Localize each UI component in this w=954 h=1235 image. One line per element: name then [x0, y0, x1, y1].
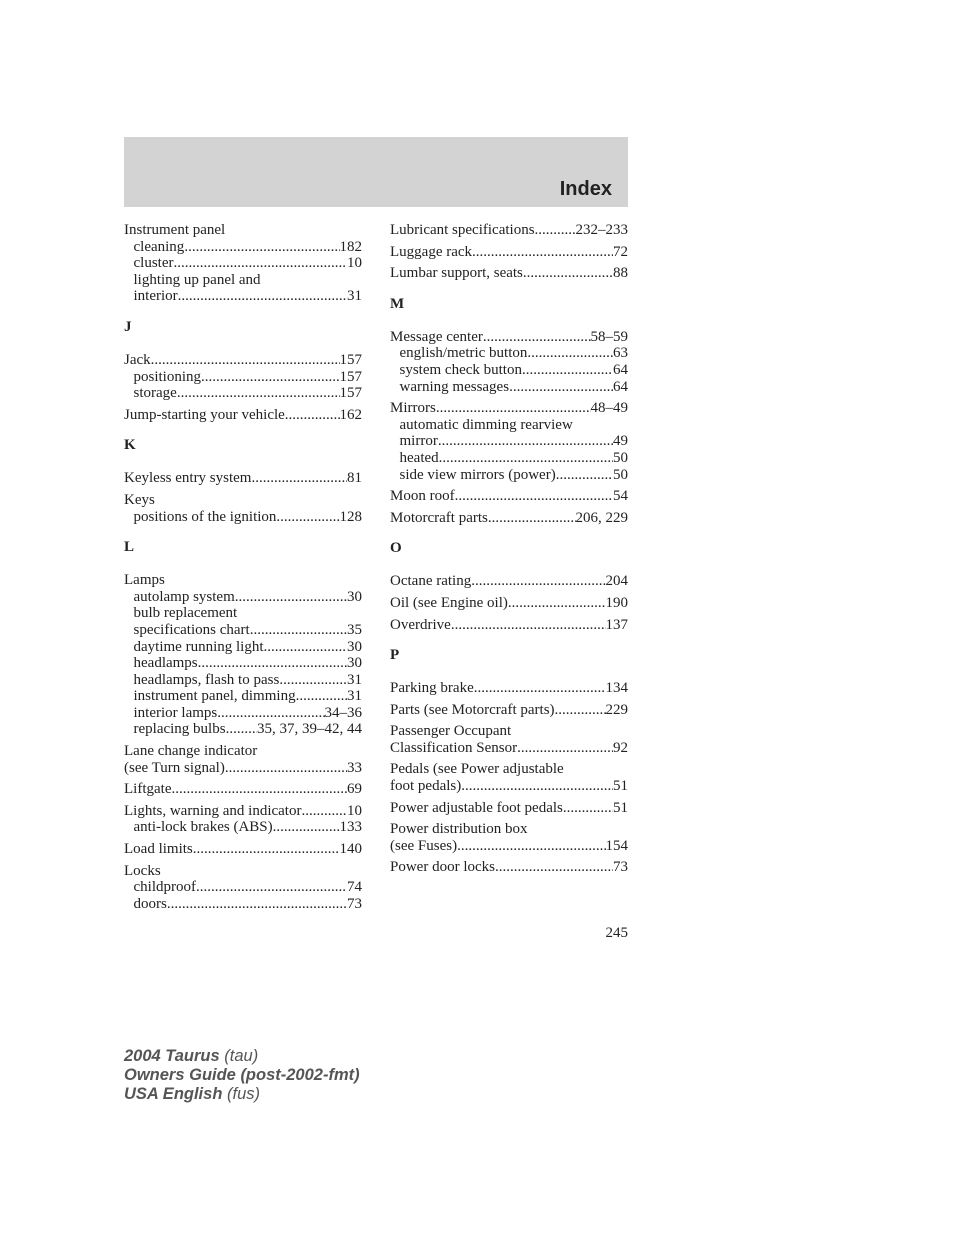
index-entry — [390, 800, 628, 817]
entry-page-ref: 157 — [339, 351, 362, 368]
entry-label: mirror — [399, 433, 438, 450]
index-subentry-line — [124, 879, 362, 896]
entry-label: Lubricant specifications — [390, 222, 535, 238]
entry-label: system check button — [399, 361, 522, 378]
entry-label: Pedals (see Power adjustable — [390, 761, 564, 778]
dot-leader — [198, 655, 347, 672]
page-number: 245 — [605, 925, 628, 941]
dot-leader — [471, 573, 605, 590]
index-letter-heading: O — [390, 540, 402, 557]
index-entry-line — [390, 595, 628, 612]
index-entry-line — [390, 244, 628, 261]
entry-label: replacing bulbs — [133, 721, 226, 738]
dot-leader — [517, 740, 613, 757]
entry-page-ref: 182 — [339, 238, 362, 255]
entry-label: autolamp system — [133, 588, 235, 605]
index-letter-heading: L — [124, 539, 135, 556]
entry-label: specifications chart — [133, 621, 250, 638]
index-entry-line — [390, 821, 628, 838]
entry-label: Motorcraft parts — [390, 509, 488, 526]
entry-label: Octane rating — [390, 573, 472, 590]
index-subentry-line — [124, 705, 362, 722]
dot-leader — [438, 433, 613, 450]
entry-page-ref: 10 — [347, 802, 362, 819]
entry-page-ref: 140 — [339, 841, 362, 858]
entry-label: storage — [133, 385, 177, 402]
entry-label: Keyless entry system — [124, 470, 252, 487]
dot-leader — [527, 345, 613, 362]
entry-page-ref: 31 — [347, 671, 362, 688]
index-subentry-line — [124, 369, 362, 386]
entry-label: headlamps — [133, 655, 198, 672]
index-entry-line — [390, 488, 628, 505]
entry-label: Passenger Occupant — [390, 723, 512, 740]
entry-page-ref: 229 — [605, 701, 628, 718]
entry-page-ref: 51 — [613, 778, 628, 795]
entry-label: Lamps — [124, 572, 165, 589]
index-entry-line — [124, 572, 362, 589]
index-entry — [390, 573, 628, 590]
entry-label: automatic dimming rearview — [399, 416, 573, 433]
entry-label: cleaning — [133, 238, 185, 255]
index-subentry-line — [390, 467, 628, 484]
index-entry-line — [124, 222, 362, 239]
index-entry-line — [124, 863, 362, 880]
index-entry — [124, 470, 362, 487]
index-entry-line — [124, 760, 362, 777]
index-subentry-line — [124, 655, 362, 672]
index-subentry-line — [124, 688, 362, 705]
dot-leader — [461, 778, 613, 795]
index-entry-line — [390, 510, 628, 527]
entry-page-ref: 157 — [339, 385, 362, 402]
entry-page-ref: 73 — [613, 859, 628, 876]
entry-page-ref: 31 — [347, 288, 362, 305]
entry-label: Parking brake — [390, 680, 474, 697]
page-title: Index — [559, 178, 612, 200]
index-entry-line — [390, 702, 628, 719]
entry-page-ref: 34–36 — [324, 704, 362, 721]
entry-page-ref: 206, 229 — [575, 509, 628, 526]
index-subentry-line — [124, 239, 362, 256]
entry-label: Liftgate — [124, 781, 172, 798]
index-subentry-line — [124, 622, 362, 639]
index-subentry-line — [390, 450, 628, 467]
dot-leader — [250, 622, 347, 639]
footer-line-3 — [124, 1085, 360, 1104]
index-entry — [390, 222, 628, 239]
index-subentry-line — [124, 589, 362, 606]
footer-language-code: (fus) — [227, 1085, 260, 1103]
entry-label: interior lamps — [133, 704, 218, 721]
index-entry-line — [390, 680, 628, 697]
footer-language: USA English — [124, 1085, 223, 1103]
index-entry-line — [124, 841, 362, 858]
index-entry-line — [390, 838, 628, 855]
dot-leader — [167, 896, 347, 913]
entry-page-ref: 31 — [347, 688, 362, 705]
entry-page-ref: 128 — [339, 508, 362, 525]
index-subentry-line — [124, 819, 362, 836]
entry-label: Lights, warning and indicator — [124, 802, 302, 819]
entry-page-ref: 92 — [613, 739, 628, 756]
entry-page-ref: 73 — [347, 895, 362, 912]
index-subentry-line — [124, 605, 362, 622]
dot-leader — [173, 255, 347, 272]
entry-label: Moon roof — [390, 488, 455, 505]
entry-label: lighting up panel and — [133, 271, 261, 288]
entry-page-ref: 134 — [605, 680, 628, 697]
entry-label: Mirrors — [390, 400, 436, 417]
index-entry — [390, 400, 628, 483]
index-entry-line — [124, 781, 362, 798]
index-entry — [390, 702, 628, 719]
index-entry — [390, 723, 628, 756]
entry-label: cluster — [133, 255, 174, 272]
index-entry — [390, 265, 628, 282]
dot-leader — [177, 385, 340, 402]
dot-leader — [495, 859, 613, 876]
entry-page-ref: 64 — [613, 378, 628, 395]
dot-leader — [151, 352, 340, 369]
dot-leader — [171, 781, 347, 798]
index-entry — [124, 743, 362, 776]
entry-page-ref: 81 — [347, 470, 362, 487]
index-entry — [124, 572, 362, 738]
footer-model-code: (tau) — [224, 1047, 259, 1065]
dot-leader — [508, 595, 606, 612]
footer-guide: Owners Guide (post-2002-fmt) — [124, 1066, 360, 1084]
entry-label: instrument panel, dimming — [133, 688, 296, 705]
entry-label: heated — [399, 449, 439, 466]
index-entry — [390, 510, 628, 527]
index-entry — [390, 617, 628, 634]
entry-label: anti-lock brakes (ABS) — [133, 819, 273, 836]
entry-label: Jack — [124, 351, 151, 368]
entry-label: (see Turn signal) — [124, 759, 225, 776]
index-entry — [390, 680, 628, 697]
index-subentry-line — [390, 417, 628, 434]
dot-leader — [276, 509, 339, 526]
entry-label: english/metric button — [399, 345, 528, 362]
entry-label: Load limits — [124, 841, 193, 858]
entry-page-ref: 51 — [613, 799, 628, 816]
entry-page-ref: 154 — [605, 837, 628, 854]
index-column-left — [124, 222, 362, 917]
entry-page-ref: 137 — [605, 616, 628, 633]
entry-label: childproof — [133, 879, 196, 896]
entry-page-ref: 72 — [613, 243, 628, 260]
dot-leader — [439, 450, 613, 467]
index-subentry-line — [124, 255, 362, 272]
entry-label: side view mirrors (power) — [399, 466, 556, 483]
entry-label: Lumbar support, seats — [390, 265, 523, 282]
entry-label: doors — [133, 895, 167, 912]
index-entry-line — [390, 222, 628, 239]
index-entry — [124, 407, 362, 424]
index-entry — [390, 488, 628, 505]
dot-leader — [201, 369, 339, 386]
index-subentry-line — [124, 509, 362, 526]
dot-leader — [273, 819, 340, 836]
entry-page-ref: 88 — [613, 265, 628, 282]
entry-page-ref: 190 — [605, 594, 628, 611]
index-entry-line — [124, 470, 362, 487]
entry-page-ref: 69 — [347, 781, 362, 798]
entry-label: Instrument panel — [124, 222, 226, 238]
footer-line-2 — [124, 1066, 360, 1085]
entry-page-ref: 157 — [339, 368, 362, 385]
dot-leader — [474, 680, 606, 697]
entry-page-ref: 58–59 — [590, 328, 628, 345]
entry-label: bulb replacement — [133, 605, 238, 622]
entry-page-ref: 35 — [347, 621, 362, 638]
index-letter-heading: J — [124, 318, 132, 335]
dot-leader — [451, 617, 606, 634]
index-entry-line — [390, 859, 628, 876]
index-letter-heading: P — [390, 647, 400, 664]
entry-label: Parts (see Motorcraft parts) — [390, 701, 555, 718]
entry-label: Keys — [124, 491, 155, 508]
entry-label: Message center — [390, 328, 483, 345]
index-subentry-line — [390, 433, 628, 450]
dot-leader — [457, 838, 605, 855]
dot-leader — [509, 379, 613, 396]
dot-leader — [178, 288, 347, 305]
dot-leader — [196, 879, 347, 896]
index-entry-line — [124, 492, 362, 509]
dot-leader — [523, 265, 613, 282]
index-column-right — [390, 222, 628, 881]
entry-label: warning messages — [399, 378, 510, 395]
entry-page-ref: 50 — [613, 466, 628, 483]
entry-page-ref: 64 — [613, 361, 628, 378]
dot-leader — [226, 721, 257, 738]
index-entry-line — [124, 352, 362, 369]
entry-label: Locks — [124, 862, 161, 879]
entry-page-ref: 35, 37, 39–42, 44 — [257, 721, 362, 738]
entry-page-ref: 232–233 — [575, 222, 628, 238]
index-subentry-line — [390, 362, 628, 379]
dot-leader — [263, 639, 347, 656]
entry-page-ref: 30 — [347, 638, 362, 655]
dot-leader — [296, 688, 347, 705]
index-entry-line — [390, 800, 628, 817]
dot-leader — [455, 488, 613, 505]
entry-label: interior — [133, 288, 178, 305]
entry-label: Power adjustable foot pedals — [390, 799, 563, 816]
entry-label: Oil (see Engine oil) — [390, 594, 508, 611]
entry-page-ref: 162 — [339, 406, 362, 423]
dot-leader — [555, 702, 606, 719]
entry-label: Classification Sensor — [390, 739, 518, 756]
index-entry-line — [390, 573, 628, 590]
dot-leader — [301, 803, 347, 820]
dot-leader — [522, 362, 613, 379]
index-entry-line — [390, 761, 628, 778]
index-entry — [390, 821, 628, 854]
dot-leader — [556, 467, 613, 484]
entry-label: Overdrive — [390, 616, 451, 633]
dot-leader — [535, 222, 576, 239]
entry-page-ref: 133 — [339, 819, 362, 836]
entry-page-ref: 30 — [347, 588, 362, 605]
dot-leader — [279, 672, 347, 689]
dot-leader — [483, 329, 591, 346]
index-letter-heading: K — [124, 437, 136, 454]
index-entry-line — [390, 265, 628, 282]
index-subentry-line — [390, 345, 628, 362]
index-entry-line — [390, 778, 628, 795]
index-entry — [390, 595, 628, 612]
dot-leader — [184, 239, 339, 256]
index-entry — [124, 492, 362, 525]
index-entry — [390, 244, 628, 261]
dot-leader — [251, 470, 347, 487]
index-subentry-line — [124, 672, 362, 689]
index-entry — [390, 859, 628, 876]
entry-page-ref: 204 — [605, 573, 628, 590]
index-entry — [124, 841, 362, 858]
dot-leader — [488, 510, 576, 527]
index-entry — [124, 222, 362, 305]
entry-label: Jump-starting your vehicle — [124, 406, 285, 423]
index-entry — [124, 803, 362, 836]
index-entry-line — [390, 329, 628, 346]
entry-page-ref: 30 — [347, 655, 362, 672]
entry-page-ref: 50 — [613, 449, 628, 466]
footer-model: 2004 Taurus — [124, 1047, 220, 1065]
index-entry — [124, 352, 362, 402]
dot-leader — [285, 407, 340, 424]
entry-page-ref: 74 — [347, 879, 362, 896]
index-entry-line — [124, 407, 362, 424]
index-entry-line — [390, 400, 628, 417]
entry-label: positioning — [133, 368, 202, 385]
dot-leader — [193, 841, 340, 858]
document-footer — [124, 1047, 360, 1104]
entry-label: Luggage rack — [390, 243, 473, 260]
entry-page-ref: 49 — [613, 433, 628, 450]
entry-page-ref: 63 — [613, 345, 628, 362]
entry-label: Power distribution box — [390, 821, 528, 838]
dot-leader — [436, 400, 591, 417]
index-subentry-line — [124, 639, 362, 656]
entry-label: foot pedals) — [390, 778, 462, 795]
index-subentry-line — [124, 721, 362, 738]
entry-label: headlamps, flash to pass — [133, 671, 280, 688]
index-entry-line — [390, 740, 628, 757]
dot-leader — [472, 244, 613, 261]
index-letter-heading: M — [390, 295, 405, 312]
index-subentry-line — [124, 272, 362, 289]
index-entry-line — [390, 723, 628, 740]
dot-leader — [563, 800, 613, 817]
dot-leader — [217, 705, 324, 722]
entry-page-ref: 54 — [613, 488, 628, 505]
entry-label: positions of the ignition — [133, 508, 277, 525]
index-entry — [124, 863, 362, 913]
index-entry-line — [390, 617, 628, 634]
header-band — [124, 137, 628, 207]
footer-line-1 — [124, 1047, 360, 1066]
dot-leader — [235, 589, 347, 606]
entry-page-ref: 10 — [347, 255, 362, 272]
entry-label: (see Fuses) — [390, 837, 458, 854]
dot-leader — [225, 760, 347, 777]
entry-label: Power door locks — [390, 859, 495, 876]
entry-page-ref: 48–49 — [590, 400, 628, 417]
index-entry — [390, 761, 628, 794]
index-entry — [390, 329, 628, 395]
index-entry-line — [124, 803, 362, 820]
index-entry-line — [124, 743, 362, 760]
index-subentry-line — [124, 288, 362, 305]
entry-label: daytime running light — [133, 638, 264, 655]
entry-label: Lane change indicator — [124, 743, 258, 760]
index-entry — [124, 781, 362, 798]
index-subentry-line — [124, 896, 362, 913]
index-subentry-line — [124, 385, 362, 402]
index-subentry-line — [390, 379, 628, 396]
entry-page-ref: 33 — [347, 759, 362, 776]
